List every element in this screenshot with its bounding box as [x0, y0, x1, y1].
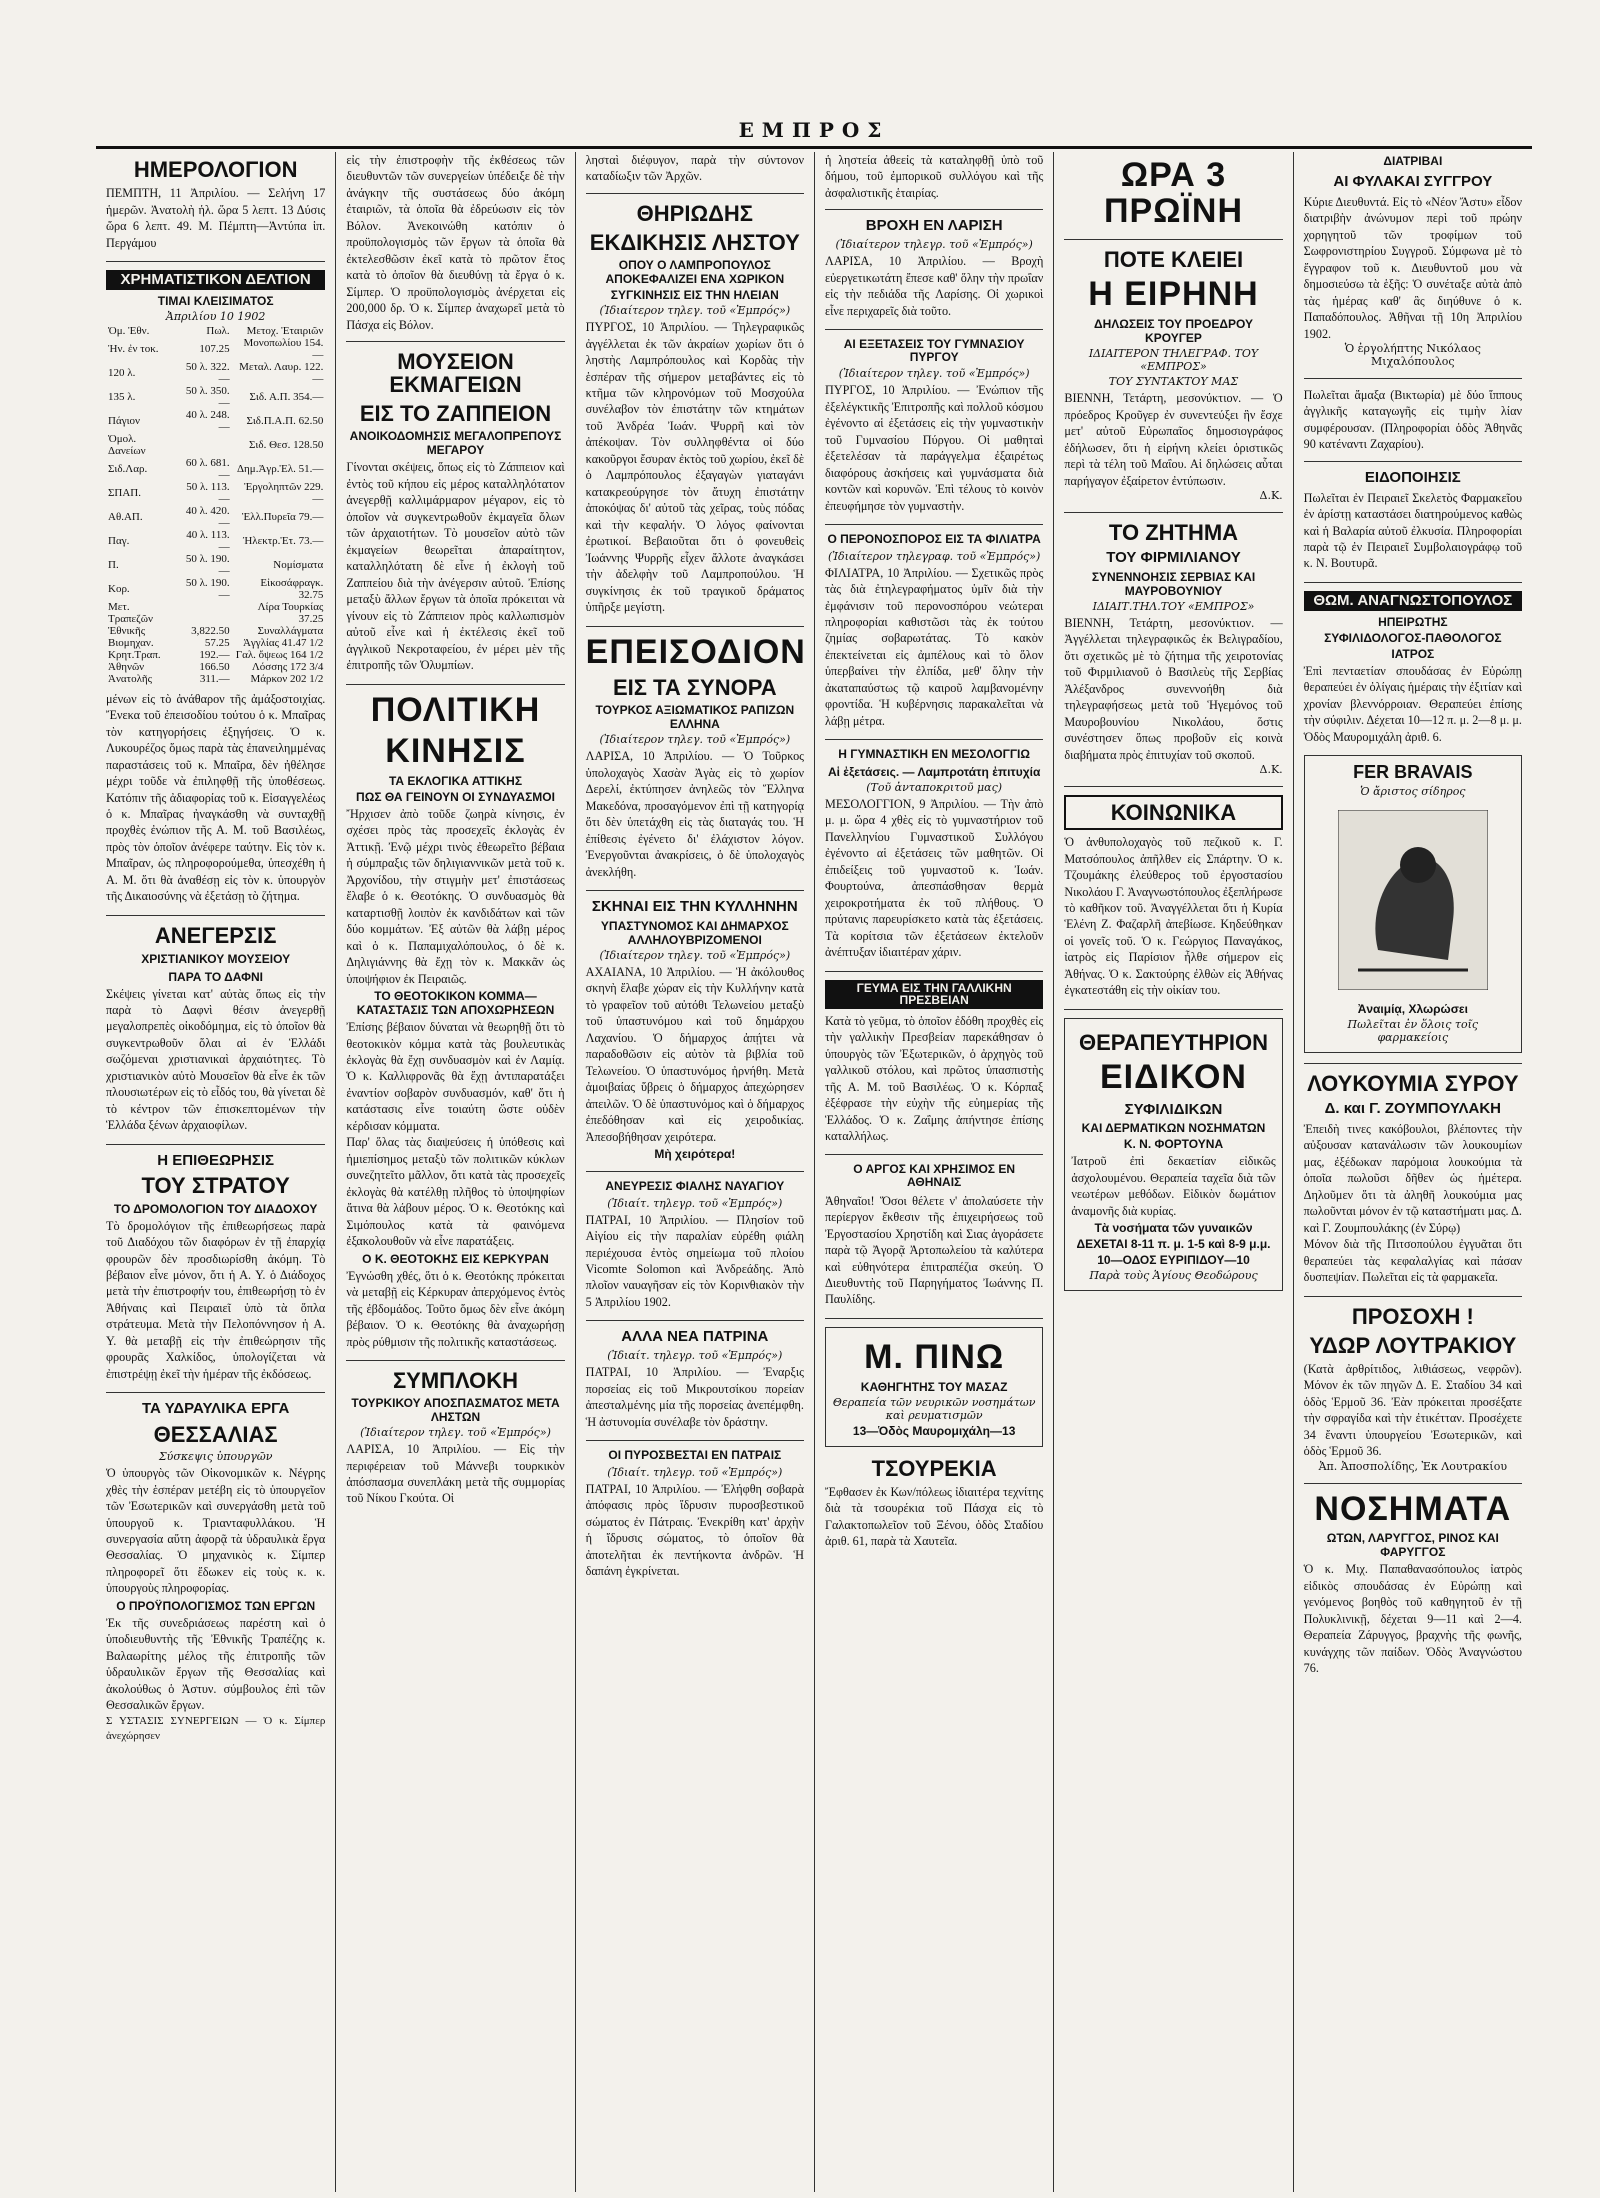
finance-cell: Π.	[108, 558, 119, 571]
fer-bravais-ad	[1304, 755, 1522, 1053]
finance-subtitle: ΤΙΜΑΙ ΚΛΕΙΣΙΜΑΤΟΣ	[157, 293, 274, 308]
pino-address: 13—Ὁδὸς Μαυρομιχάλη—13	[852, 1423, 1016, 1438]
divider	[586, 1320, 804, 1321]
finance-cell: Ἐργοληπτῶν 229.—	[244, 480, 324, 505]
peace-signature: Δ.Κ.	[1259, 488, 1283, 502]
prison-signature: Ὁ ἐργολήπτης Νικόλαος Μιχαλόπουλος	[1344, 341, 1481, 368]
finance-row	[106, 529, 325, 553]
divider	[586, 890, 804, 891]
works-title: ΤΑ ΥΔΡΑΥΛΙΚΑ ΕΡΓΑ	[141, 1400, 290, 1418]
therapy-ad	[1064, 1018, 1282, 1291]
kerkyra-subtitle: Ο Κ. ΘΕΟΤΟΚΗΣ ΕΙΣ ΚΕΡΚΥΡΑΝ	[362, 1251, 549, 1266]
meso-body: ΜΕΣΟΛΟΓΓΙΟΝ, 9 Ἀπριλίου. — Τὴν ἀπὸ μ. μ. ὥρα 4 χθὲς εἰς τὸ γυμναστήριον τοῦ Πανελληνίου Γυμναστικοῦ Συλλόγου ἐγένοντο αἱ ἐξετάσεις τῶν μαθητῶν. Οἱ ἐπιδείξεις τοῦ γυμναστοῦ κ. Ἰωάν. Φουρτούνα, ἀπεσπάσθησαν θερμὰ χειροκροτήματα ἐκ τοῦ πλήθους. Ὁ πρύτανις παρευρίσκετο κατὰ τὰς ἐξετάσεις. Τὰ κορίτσια τῶν ἐξετάσεων ἐκτελοῦν ἀνέπτυξαν ἰδιαιτέραν χάριν.	[824, 796, 1044, 960]
works-subtitle: Σύσκεψις ὑπουργῶν	[158, 1450, 273, 1464]
divider	[1304, 1063, 1522, 1064]
fer-bravais-illustration	[1311, 800, 1515, 1000]
kyllini-section	[586, 899, 804, 1161]
calendar-section	[106, 158, 325, 251]
bandit-subtitle: ΟΠΟΥ Ο ΛΑΜΠΡΟΠΟΥΛΟΣ ΑΠΟΚΕΦΑΛΙΖΕΙ ΕΝΑ ΧΩΡΙΚΟΝ	[605, 258, 785, 287]
col2-top-body: εἰς τὴν ἐπιστροφὴν τῆς ἐκθέσεως τῶν διευθυντῶν τῶν συνεργείων ὑπέδειξε δὲ τὴν ἀνάγκην τῆς συστάσεως δύο ἀκόμη ἐταιριῶν, τὰ ὁποῖα θὰ ἐδρεύωσιν εἰς τὸν Βόλον. Ἀνεκοινώθη κατόπιν ὁ προϋπολογισμὸς τῶν ἔργων τὰ ὁποῖα θὰ ἐκτελεσθῶσιν ἐκεῖ κατὰ τὸ πρῶτον ἔτος κατὰ τὸ ὁποῖον θὰ διευθύνῃ τὰ ἔργα ὁ κ. Σίμπερ. Ὁ προϋπολογισμὸς ἀνέρχεται εἰς 200,000 δρ. Ὁ κ. Σίμπερ ἀναχωρεῖ μετὰ τὸ Πάσχα εἰς Βόλον.	[346, 153, 565, 332]
border-section	[585, 632, 806, 881]
patrina-body: ΠΑΤΡΑΙ, 10 Ἀπριλίου. — Ἐναρξις πορσείας εἰς τοῦ Μικρουτσίκου πορείαν ἀπεσταλμένης μία τῆς πορσείας ἀνεπέμφθη. Ἡ ἀστυνομία συνέλαβε τὸν δράστην.	[585, 1365, 804, 1429]
exam-body: ΠΥΡΓΟΣ, 10 Ἀπριλίου. — Ἐνώπιον τῆς ἐξελέγκτικῆς Ἐπιτροπῆς καὶ πολλοῦ κόσμου ἐγένοντο αἱ ἐξετάσεις εἰς τὴν γυμναστικὴν τοῦ Γυμνασίου Πύργου. Οἱ μαθηταὶ ἐξετελέσαν τὰ παράγγελμα ἐξαιρέτως διαφόρους ἀσκήσεις καὶ γυμνάσματα διὰ κοντῶν καὶ κορυνῶν. Ἐπὶ τέλους τὸ κοινὸν ἐπευφήμησε τὸν γυμναστὴν.	[824, 383, 1044, 513]
finance-row	[106, 601, 325, 625]
finance-cell: Μάρκον 202 1/2	[250, 672, 324, 685]
finance-cell: Ἀγγλίας 41.47 1/2	[242, 636, 324, 649]
doctors-header: ΔΙΑΤΡΙΒΑΙ	[1383, 154, 1443, 168]
therapy-subtitle-2: ΚΑΙ ΔΕΡΜΑΤΙΚΩΝ ΝΟΣΗΜΑΤΩΝ	[1081, 1121, 1266, 1136]
pino-subtitle: ΚΑΘΗΓΗΤΗΣ ΤΟΥ ΜΑΣΑΖ	[860, 1379, 1008, 1394]
column-4	[814, 152, 1053, 2192]
disease-section	[1303, 1489, 1522, 1677]
finance-row	[106, 661, 325, 673]
divider	[825, 209, 1043, 210]
plot-dateline: (Ἰδιαίτερον τηλεγ. τοῦ «Ἐμπρός»)	[360, 1426, 551, 1440]
embassy-body: Κατὰ τὸ γεῦμα, τὸ ὁποῖον ἐδόθη προχθὲς εἰς τὴν γαλλικὴν Πρεσβείαν παρεκάθησαν ὁ ὑπουργὸς τῶν Ἐξωτερικῶν, ὁ ἀρχηγὸς τοῦ γαλλικοῦ στόλου, καὶ πρῶτος ὑπασπιστὴς τῆς Α. Μ. τοῦ Βασιλέως. Ὁ κ. Κόρπαξ ἐξέφρασε τὴν εὐχὴν τῆς εὐημερίας τῆς Ἑλλάδος. Ὁ κ. Ζαΐμης ἀπήντησε ἐπίσης καταλλήλως.	[824, 1013, 1044, 1143]
social-section	[1064, 795, 1282, 999]
doctor-body: Ἐπὶ πενταετίαν σπουδάσας ἐν Εὐρώπῃ θεραπεύει ἐν ὀλίγαις ἡμέραις τὴν ἐξιτίαν καὶ χρονίαν βλεννόρροιαν. Θεραπεύει ἐπίσης τὴν σύφιλιν. Δέχεται 10—12 π. μ. 2—8 μ. μ. Ὁδὸς Μαυρομιχάλη ἀριθ. 6.	[1303, 663, 1522, 744]
rain-title: ΒΡΟΧΗ ΕΝ ΛΑΡΙΣΗ	[865, 217, 1003, 235]
finance-cell: 40 λ. 248.—	[185, 408, 230, 433]
finance-row	[106, 325, 325, 337]
finance-cell: Εἰκοσάφραγκ. 32.75	[260, 576, 324, 601]
doctor-specialty: ΣΥΦΙΛΙΔΟΛΟΓΟΣ-ΠΑΘΟΛΟΓΟΣ	[1324, 630, 1502, 645]
firmilian-title: ΤΟ ΖΗΤΗΜΑ	[1108, 519, 1239, 545]
filiatra-dateline: (Ἰδιαίτερον τηλεγραφ. τοῦ «Ἐμπρός»)	[827, 549, 1041, 563]
army-body: Τὸ δρομολόγιον τῆς ἐπιθεωρήσεως παρὰ τοῦ Διαδόχου τῶν διαφόρων ἐν τῇ ἐπαρχίᾳ φρουρῶν δὲν προσδιωρίσθη ἀκόμη. Τὸ βέβαιον εἶνε μόνον, ὅτι ἡ Α. Υ. ὁ Διάδοχος μετὰ τὴν ἐπιστροφήν του, ἐπιθεωρήσῃ τὸ ἐν Ἀθήναις καὶ Πειραιεῖ ὑπὸ τὰ ὅπλα στράτευμα. Μετὰ τὴν Πελοπόννησον ἡ Α. Υ. θὰ μεταβῇ εἰς τὴν ἐπιθεώρησιν τῆς φρουρᾶς Χαλκίδος, ὑπολογίζεται νὰ ἐπιστρέψῃ ἐκεῖ τὴν ἡμέραν τῆς ἐκδόσεως.	[106, 1218, 326, 1381]
finance-cell: Ὀμ. Ἐθν.	[108, 324, 150, 337]
politics-subtitle-2: ΠΩΣ ΘΑ ΓΕΙΝΟΥΝ ΟΙ ΣΥΝΔΥΑΣΜΟΙ	[356, 789, 555, 804]
rain-body: ΛΑΡΙΣΑ, 10 Ἀπριλίου. — Βροχὴ εὐεργετικωτάτη ἔπεσε καθ' ὅλην τὴν πρωΐαν εἰς τὴν πεδιάδα τῆς Λαρίσης. Οἱ χωρικοὶ εἶνε περιχαρεῖς διὰ τοῦτο.	[824, 254, 1044, 318]
patrina-section	[586, 1329, 804, 1430]
columns	[96, 152, 1532, 2192]
water-section	[1304, 1305, 1522, 1473]
sweets-title: ΛΟΥΚΟΥΜΙΑ ΣΥΡΟΥ	[1307, 1071, 1519, 1097]
sweets-section	[1304, 1072, 1522, 1286]
finance-cell: Κρητ.Τραπ.	[108, 648, 161, 661]
finance-cell	[176, 433, 232, 457]
divider	[825, 524, 1043, 525]
border-subtitle: ΤΟΥΡΚΟΣ ΑΞΙΩΜΑΤΙΚΟΣ ΡΑΠΙΖΩΝ ΕΛΛΗΝΑ	[595, 703, 795, 732]
therapy-body: Ἰατροῦ ἐπὶ δεκαετίαν εἰδικῶς ἀσχολουμένου. Θεραπεία ταχεῖα διὰ τῶν νεωτέρων μεθόδων. Εἰδικὸν δωμάτιον ἀναμονῆς διὰ κυρίας.	[1071, 1154, 1276, 1218]
therapy-subtitle: ΣΥΦΙΛΙΔΙΚΩΝ	[1124, 1100, 1223, 1118]
meso-dateline: (Τοῦ ἀνταποκριτοῦ μας)	[866, 780, 1003, 794]
casts-section	[346, 350, 564, 673]
peace-subtitle: ΔΗΛΩΣΕΙΣ ΤΟΥ ΠΡΟΕΔΡΟΥ ΚΡΟΥΓΕΡ	[1093, 317, 1254, 346]
finance-cell: Πάγιον	[108, 414, 141, 427]
kerkyra-body: Ἐγνώσθη χθές, ὅτι ὁ κ. Θεοτόκης πρόκειται νὰ μεταβῇ εἰς Κέρκυραν ἀπερχόμενος ἐντὸς τῆς ἐβδομάδος. Τοῦτο ὅμως δὲν εἶνε ἀκόμη βέβαιον. Ὁ κ. Θεοτόκης θὰ ἀναχωρήσῃ πρὸς ρύθμισιν τῆς πολιτικῆς καταστάσεως.	[346, 1268, 565, 1349]
divider	[1064, 1009, 1282, 1010]
wreck-title: ΑΝΕΥΡΕΣΙΣ ΦΙΑΛΗΣ ΝΑΥΑΓΙΟΥ	[605, 1179, 785, 1193]
finance-cell: 57.25	[204, 636, 230, 649]
divider	[825, 1318, 1043, 1319]
plot-subtitle: ΤΟΥΡΚΙΚΟΥ ΑΠΟΣΠΑΣΜΑΤΟΣ ΜΕΤΑ ΛΗΣΤΩΝ	[351, 1396, 560, 1425]
column-5	[1053, 152, 1292, 2192]
meso-section	[825, 748, 1043, 960]
works-section	[106, 1401, 325, 1743]
plot-body: ΛΑΡΙΣΑ, 10 Ἀπριλίου. — Εἰς τὴν περιφέρειαν τοῦ Μάννεβι τουρκικὸν ἀπόσπασμα συνεπλάκη μετὰ τῆς συμμορίας τοῦ Νίκου Γκούτα. Οἱ	[346, 1442, 565, 1506]
water-title: ΥΔΩΡ ΛΟΥΤΡΑΚΙΟΥ	[1309, 1332, 1517, 1358]
finance-row	[106, 337, 325, 361]
divider	[586, 1171, 804, 1172]
peace-dateline-2: ΤΟΥ ΣΥΝΤΑΚΤΟΥ ΜΑΣ	[1108, 375, 1239, 389]
column-3	[575, 152, 814, 2192]
notice-body: Πωλεῖται ἐν Πειραιεῖ Σκελετὸς Φαρμακεῖου ἐν ἀρίστῃ καταστάσει διατηρούμενος καθὼς καὶ ἡ Βαλαρία αὐτοῦ ἐλκυσία. Πληροφορίαι παρὰ τῷ ἐν Πειραιεῖ Συμβολαιογράφῳ τοῦ κ. Ν. Βουτυρᾶ.	[1303, 490, 1522, 571]
exam-section	[825, 338, 1043, 514]
disease-subtitle: ΩΤΩΝ, ΛΑΡΥΓΓΟΣ, ΡΙΝΟΣ ΚΑΙ ΦΑΡΥΓΓΟΣ	[1326, 1531, 1499, 1560]
politics-subtitle: ΤΑ ΕΚΛΟΓΙΚΑ ΑΤΤΙΚΗΣ	[388, 773, 523, 788]
divider	[1064, 786, 1282, 787]
finance-row	[106, 637, 325, 649]
divider	[1304, 461, 1522, 462]
finance-row	[106, 409, 325, 433]
peace-dateline: ΙΔΙΑΙΤΕΡΟΝ ΤΗΛΕΓΡΑΦ. ΤΟΥ «ΕΜΠΡΟΣ»	[1088, 347, 1259, 374]
notice-title: ΕΙΔΟΠΟΙΗΣΙΣ	[1364, 468, 1461, 486]
tsourekia-section	[825, 1457, 1043, 1550]
finance-cell: 311.—	[199, 672, 230, 685]
divider	[825, 329, 1043, 330]
finance-cell: Ἠλεκτρ.Ἐτ. 73.—	[242, 534, 324, 547]
border-title: ΕΠΕΙΣΟΔΙΟΝ	[585, 632, 806, 671]
divider	[106, 1392, 325, 1393]
finance-row	[106, 577, 325, 601]
divider	[825, 1154, 1043, 1155]
finance-cell: Ἠν. ἐν τοκ.	[108, 342, 159, 355]
filiatra-section	[825, 533, 1043, 729]
finance-cell: 50 λ. 190.—	[185, 576, 230, 601]
therapy-hours: ΔΕΧΕΤΑΙ 8-11 π. μ. 1-5 καὶ 8-9 μ.μ.	[1076, 1237, 1271, 1252]
tsourekia-title: ΤΣΟΥΡΕΚΙΑ	[871, 1455, 997, 1481]
water-body: (Κατὰ ἀρθρίτιδος, λιθιάσεως, νεφρῶν). Μόνον ἐκ τῶν πηγῶν Δ. Ε. Σταδίου 34 καὶ ὁδὸς Ἑρμοῦ 36. Ἐὰν πρόκειται προσέξατε τὴν σφραγίδα καὶ τὴν ἐτικέτταν. Προσέχετε 34 ἔναντι ὑπουργείου Ἐσωτερικῶν, καὶ ὁδὸς Ἑρμοῦ 36.	[1303, 1361, 1522, 1459]
doctor-name: ΘΩΜ. ΑΝΑΓΝΩΣΤΟΠΟΥΛΟΣ	[1304, 591, 1522, 611]
disease-title: ΝΟΣΗΜΑΤΑ	[1314, 1489, 1512, 1528]
kyllini-body: ΑΧΑΙΑΝΑ, 10 Ἀπριλίου. — Ἡ ἀκόλουθος σκηνὴ ἔλαβε χώραν εἰς τὴν Κυλλήνην κατὰ τὸ γραφεῖον τοῦ αὐτόθι Τελωνείου μεταξὺ τοῦ ὑπαστυνόμου καὶ τοῦ δημάρχου Λαχανίου. Ὁ δήμαρχος ἀπῄτει νὰ παραδοθῶσιν εἰς αὐτὸν τὰ βιβλία τοῦ Τελωνείου. Ὁ ὑπαστυνόμος ἠρνήθη. Μετὰ ἀμοιβαίας ὕβρεις ὁ δήμαρχος ἀπεχώρησεν ἀπειλῶν. Ὁ δὲ ὑπαστυνόμος καὶ ὁ δήμαρχος ἐπεδόθησαν καὶ εἰς χειροδικίας. Ἀπεσοβήθησαν χειρότερα.	[585, 964, 804, 1144]
wreck-body: ΠΑΤΡΑΙ, 10 Ἀπριλίου. — Πλησίον τοῦ Αἰγίου εἰς τὴν παραλίαν εὑρέθη φιάλη περιέχουσα ἐντὸς σημείωμα τοῦ πλοίου Vicomte Solomon καὶ Ἀνδρεάδης. Ἀπὸ πλοῖον ναυαγῆσαν εἰς τὸν Κορινθιακὸν τὴν 5 Ἀπριλίου 1902.	[585, 1212, 804, 1309]
patrina-dateline: (Ἰδιαίτ. τηλεγρ. τοῦ «Ἐμπρός»)	[607, 1349, 783, 1363]
border-title-2: ΕΙΣ ΤΑ ΣΥΝΟΡΑ	[612, 675, 777, 701]
finance-cell: Ἀνατολῆς	[108, 672, 153, 685]
divider	[1304, 378, 1522, 379]
politics-title: ΠΟΛΙΤΙΚΗ	[370, 690, 541, 729]
calendar-title: ΗΜΕΡΟΛΟΓΙΟΝ	[133, 157, 298, 182]
finance-cell: 40 λ. 420.—	[185, 504, 230, 529]
masthead-title: ΕΜΠΡΟΣ	[738, 118, 890, 142]
divider	[106, 261, 325, 262]
casts-body: Γίνονται σκέψεις, ὅπως εἰς τὸ Ζάππειον καὶ ἐντὸς τοῦ κήπου εἰς μέρος καταλληλότατον ἀνεγερθῇ καλλιμάρμαρον μέγαρον, εἰς τὸ ὁποῖον νὰ συγκεντρωθοῦν ἐκμαγεῖα ὅλων τῶν ἀρχαιοτήτων. Τὸ μουσεῖον αὐτὸ τῶν ἐκμαγείων θεωρεῖται ἀπαραίτητον, καταλληλότατη δὲ εἶνε ἡ ἐκλογὴ τοῦ Ζαππείου διὰ τὴν ἀνέγερσιν αὐτοῦ. Ἐπίσης μεταξὺ ἄλλων ἔργων τὰ ὁποῖα πρόκειται νὰ γίνουν εἰς τὸ Ζάππειον πρὸς καλλωπισμὸν αὐτοῦ εἶνε καὶ ἡ ἐκτέλεσις ἐκεῖ τοῦ ἀγγλικοῦ Νεκροταφείου, ἐν μέρει μὲν τῆς ἐπιτροπῆς τῶν Ὀλυμπίων.	[346, 460, 565, 673]
finance-cell: Πωλ.	[206, 324, 230, 337]
firmilian-subtitle: ΣΥΝΕΝΝΟΗΣΙΣ ΣΕΡΒΙΑΣ ΚΑΙ ΜΑΥΡΟΒΟΥΝΙΟΥ	[1091, 569, 1256, 598]
col3-top-body: λησταὶ διέφυγον, παρὰ τὴν σύντονον καταδίωξιν τῶν Ἀρχῶν.	[585, 153, 804, 184]
silver-body: Ἀθηναῖοι! Ὅσοι θέλετε ν' ἀπολαύσετε τὴν περίεργον ἔκθεσιν τῆς ἐπιχειρήσεως τοῦ Ἐργοστασίου Χρηστίδη καὶ Σιας ἀγοράσετε παρὰ τῷ Ἀγορᾷ Ἀρτοπωλείου τὰ καλύτερα καὶ εὐθηνότερα ἐπιτραπέζια σκεύη. Ὁ Διευθυντὴς τοῦ Παρηγήματος Ἰωάννης Π. Παυλίδης.	[824, 1193, 1044, 1307]
army-title: Η ΕΠΙΘΕΩΡΗΣΙΣ	[157, 1151, 275, 1169]
therapy-title: ΘΕΡΑΠΕΥΤΗΡΙΟΝ	[1078, 1029, 1269, 1055]
divider	[825, 739, 1043, 740]
divider	[1304, 1483, 1522, 1484]
bandit-title: ΘΗΡΙΩΔΗΣ	[636, 200, 753, 226]
social-body: Ὁ ἀνθυπολοχαγὸς τοῦ πεζικοῦ κ. Γ. Ματσόπουλος ἀπῆλθεν εἰς Σπάρτην. Ὁ κ. Τζουμάκης ἐλεύθερος τοῦ ἐργοστασίου Νικολάου Γ. Ἀναγνωστόπουλος ἐξεπλήρωσε τὸ καθῆκον τοῦ. Ἀναγγέλλεται ὅτι ἡ Κυρία Ἑλένη Ζ. Φαζαρλῆ ἀπεβίωσε. Κηδεύθηκαν οἱ γονεῖς τοῦ. Ὁ κ. Γεώργιος Παναγάκος, ἰατρὸς εἰς Παρίσιον ἦλθε σήμερον εἰς Ἀθήνας. Ὁ κ. Σακτούρης ἐλθὼν εἰς Ἀθήνας ἐγκατεστάθη εἰς τὴν οἰκίαν του.	[1064, 835, 1283, 998]
attention-title: ΠΡΟΣΟΧΗ !	[1351, 1303, 1474, 1329]
masthead	[96, 118, 1532, 149]
silver-title: Ο ΑΡΓΟΣ ΚΑΙ ΧΡΗΣΙΜΟΣ ΕΝ ΑΘΗΝΑΙΣ	[853, 1162, 1016, 1190]
therapy-address-2: Παρὰ τοὺς Ἁγίους Θεοδώρους	[1089, 1269, 1258, 1283]
bandit-dateline: (Ἰδιαίτερον τηλεγ. τοῦ «Ἐμπρός»)	[599, 304, 791, 318]
doctor-role: ΙΑΤΡΟΣ	[1391, 646, 1435, 661]
finance-cell: 120 λ.	[108, 366, 136, 379]
finance-cell: 3,822.50	[191, 624, 230, 637]
finance-cell: Λίρα Τουρκίας 37.25	[257, 600, 324, 625]
finance-cell: 50 λ. 190.—	[185, 552, 230, 577]
finance-cell: Κορ.	[108, 582, 130, 595]
finance-title: ΧΡΗΜΑΤΙΣΤΙΚΟΝ ΔΕΛΤΙΟΝ	[106, 270, 325, 290]
column-6	[1293, 152, 1532, 2192]
embassy-section	[825, 980, 1043, 1145]
finance-cell: Αθ.ΑΠ.	[108, 510, 143, 523]
disease-body: Ὁ κ. Μιχ. Παπαθανασόπουλος ἰατρὸς εἰδικὸς σπουδάσας ἐν Εὐρώπῃ καὶ γενόμενος βοηθὸς τοῦ καθηγητοῦ ἐν τῇ Πολυκλινικῇ, δέχεται 9—11 καὶ 2—4. Θεραπεία Ζάρυγγος, βραχνὴς τῆς φωνῆς, κυνάγχης τῶν παίδων. Ὁδὸς Ἀναγνώστου 76.	[1303, 1562, 1522, 1676]
divider	[825, 971, 1043, 972]
rain-section	[825, 218, 1043, 319]
finance-cell: Μετοχ. Ἐταιριῶν	[246, 324, 324, 337]
works-footer: Σ ΥΣΤΑΣΙΣ ΣΥΝΕΡΓΕΙΩΝ — Ὁ κ. Σίμπερ ἀνεχώρησεν	[106, 1714, 326, 1742]
silver-section	[825, 1163, 1043, 1307]
army-section	[106, 1153, 325, 1383]
divider	[586, 1440, 804, 1441]
hour-title: ΩΡΑ 3 ΠΡΩΪΝΗ	[1103, 156, 1244, 230]
kyllini-dateline: (Ἰδιαίτερον τηλεγ. τοῦ «Ἐμπρός»)	[599, 948, 791, 962]
finance-cell: 40 λ. 113.—	[186, 528, 230, 553]
finance-cell: 50 λ. 322.—	[185, 360, 230, 385]
finance-cell: Νομίσματα	[273, 558, 324, 571]
divider	[1304, 1296, 1522, 1297]
museum-body: Σκέψεις γίνεται κατ' αὐτὰς ὅπως εἰς τὴν παρὰ τὸ Δαφνὶ θέσιν ἀνεγερθῇ μεγαλοπρεπὲς οἰκοδόμημα, εἰς τὸ ὁποῖον θὰ συγκεντρωθοῦν ὅλαι αἱ ἐν Ἑλλάδι σωζόμεναι χριστιανικαὶ ἀρχαιότητες. Τὸ χριστιανικὸν αὐτὸ Μουσεῖον θὰ εἶνε ἐκ τῶν πλουσιωτέρων εἰς τὸ εἶδός του, θὰ γίνεται δὲ τὸ κέντρον τῶν ἐπισκεπτομένων τὴν Ἑλλάδα ξένων ἀρχαιοφίλων.	[106, 986, 326, 1133]
notice-section	[1304, 470, 1522, 572]
prison-body: Κύριε Διευθυντά. Εἰς τὸ «Νέον Ἄστυ» εἶδον διατριβὴν ἀνώνυμον περὶ τοῦ πρώην χορηγητοῦ τῶν τροφίμων τοῦ Σωφρονιστηρίου Συγγροῦ. Σύμφωνα μὲ τὸ ἔγγραφον τοῦ κ. Διευθυντοῦ μου νὰ δημοσιεύσω τὰ ἑξῆς: Ὁ συνέταξε αὐτὰ ἀπὸ τὰς ἡμέρας καθ' ἃς διηύθυνε ὁ κ. Παπαδόπουλος. Ἀθῆναι τῇ 10η Ἀπριλίου 1902.	[1303, 194, 1522, 341]
finance-row	[106, 433, 325, 457]
calendar-text: ΠΕΜΠΤΗ, 11 Ἀπριλίου. — Σελήνη 17 ἡμερῶν. Ἀνατολὴ ἡλ. ὥρα 5 λεπτ. 13 Δύσις ὥρα 6 λεπτ. 49. Μ. Πέμπτη—Ἀντύπα ἱπ. Περγάμου	[106, 186, 326, 250]
therapy-address: 10—ΟΔΟΣ ΕΥΡΙΠΙΔΟΥ—10	[1097, 1253, 1250, 1268]
water-signature: Ἀπ. Ἀποσπολίδης, Ἐκ Λουτρακίου	[1318, 1459, 1508, 1473]
army-subtitle: ΤΟ ΔΡΟΜΟΛΟΓΙΟΝ ΤΟΥ ΔΙΑΔΟΧΟΥ	[113, 1201, 318, 1216]
army-title-2: ΤΟΥ ΣΤΡΑΤΟΥ	[141, 1173, 290, 1199]
finance-row	[106, 505, 325, 529]
kyllini-title: ΣΚΗΝΑΙ ΕΙΣ ΤΗΝ ΚΥΛΛΗΝΗΝ	[591, 898, 798, 916]
politics-title-2: ΚΙΝΗΣΙΣ	[385, 732, 526, 771]
finance-cell	[176, 601, 232, 625]
finance-cell: Βιομηχαν.	[108, 636, 154, 649]
doctor-section	[1304, 591, 1522, 745]
prison-title: ΑΙ ΦΥΛΑΚΑΙ ΣΥΓΓΡΟΥ	[1333, 173, 1493, 190]
finance-cell: Ἐθνικῆς	[108, 624, 146, 637]
firmilian-dateline: ΙΔΙΑΙΤ.ΤΗΛ.ΤΟΥ «ΕΜΠΡΟΣ»	[1092, 599, 1255, 613]
finance-cell: Ἑλλ.Πυρεῖα 79.—	[241, 510, 324, 523]
finance-table	[106, 325, 325, 685]
exam-dateline: (Ἰδιαίτερον τηλεγ. τοῦ «Ἐμπρός»)	[838, 367, 1030, 381]
patrina-title: ΑΛΛΑ ΝΕΑ ΠΑΤΡΙΝΑ	[621, 1328, 769, 1346]
sweets-names: Δ. και Γ. ΖΟΥΜΠΟΥΛΑΚΗ	[1324, 1100, 1502, 1118]
party-body: Ἐπίσης βέβαιον δύναται νὰ θεωρηθῇ ὅτι τὸ θεοτοκικὸν κόμμα κατὰ τὰς βουλευτικὰς ἐκλογὰς θὰ ἔχῃ συνδυασμὸν καὶ ἐν Λαμίᾳ. Ὁ κ. Καλλιφρονᾶς θὰ ἔχῃ ἀντιπαρατάξει ἐναντίον σοβαρὸν συνδυασμόν, καθ' ὅτι ἡ κατάστασις εἶνε τοιαύτη ὥστε οὐδὲν κέρδισαν κόμματα.	[346, 1020, 565, 1133]
finance-cell: Ὀμολ. Δανείων	[108, 432, 146, 457]
finance-cell: Λόσσης 172 3/4	[251, 660, 324, 673]
peace-title: ΠΟΤΕ ΚΛΕΙΕΙ	[1103, 247, 1244, 273]
divider	[1064, 239, 1282, 240]
meso-subtitle: Αἱ ἐξετάσεις. — Λαμπροτάτη ἐπιτυχία	[827, 764, 1041, 779]
column-1	[96, 152, 335, 2192]
firmilian-body: ΒΙΕΝΝΗ, Τετάρτη, μεσονύκτιον. — Ἀγγέλλεται τηλεγραφικῶς ἐκ Βελιγραδίου, ὅτι σχετικῶς μὲ τὸ ζήτημα τῆς χειροτονίας τοῦ Φιρμιλιανοῦ ὁ Βασιλεὺς τῆς Σερβίας Ἀλέξανδρος συνεννοήθη διὰ τηλεγραφήσεως μετὰ τοῦ Ἡγεμόνος τοῦ Μαυροβουνίου Νικολάου, ὅστις συνέστησεν ὅπως προβοῦν εἰς κοινὰ διαβήματα πρὸς ἐπιτυχίαν τοῦ σκοποῦ.	[1064, 615, 1283, 762]
social-title: ΚΟΙΝΩΝΙΚΑ	[1064, 795, 1282, 830]
finance-body: μένων εἰς τὸ ἀνάθαρον τῆς ἀμάξοστοιχίας. Ἔνεκα τοῦ ἐπεισοδίου τούτου ὁ κ. Μπαῖρας τὸν κατηγορήσεις ἐξηγήσεις. Ὁ κ. Λυκουρέζος ὅμως παρὰ τὰς ἐπανειλημμένας παραστάσεις τοῦ κ. Μπαῖρα, δὲν ἠθέλησε μέχρι τοῦδε νὰ ἐπιληφθῇ τῆς ὑποθέσεως. Κατόπιν τῆς ἀδιαφορίας τοῦ κ. Εἰσαγγελέως ὁ κ. Μπαῖρας ἠναγκάσθη νὰ συνταχθῇ προχθὲς ἐνώπιον τῆς Α. Μ. τοῦ Βασιλέως, πρὸς τὸν ὁποῖον ἀνέφερε ταύτην. Εἰς τὸν κ. Μπαῖραν, ὡς πληροφορούμεθα, ὑπεσχέθη ἡ Α. Μ. ὅτι θὰ ἀναθέσῃ εἰς τὸν κ. ὑπουργὸν τῆς Δικαιοσύνης νὰ ἐξετάσῃ τὸ ζήτημα.	[106, 691, 326, 904]
finance-row	[106, 481, 325, 505]
bandit-body: ΠΥΡΓΟΣ, 10 Ἀπριλίου. — Τηλεγραφικῶς ἀγγέλλεται ἐκ τῶν ἀκραίων χωρίων ὅτι ὁ ληστὴς Λαμπρόπουλος καὶ Κορδὰς τὴν ἑσπέραν τῆς σήμερον μεταβάντες εἰς τὸ κτῆμα τῶν κληρονόμων τοῦ Μοσχούλα συνέλαβον τὸν ἐπιστάτην τῶν κτημάτων τοῦ Ἀνδρέα Ἰωάν. Ψυρρῆ καὶ τὸν ἀπέκοψαν. Τὸν συλληφθέντα οἱ δύο κακοῦργοι ἔσυραν ἐκτὸς τοῦ χωρίου, ἐκεῖ δὲ ὁ Λαμπρόπουλος ἐξαγαγὼν γιαταγάνι κατακρεούργησε τὸν ἄτυχη ἐπιστάτην ἀποκόψας δι' αὐτοῦ τὰς χεῖρας, τοὺς πόδας καὶ τὴν κεφαλήν. Ὁ λόγος φαίνονται ἐρωτικοί. Βεβαιοῦται ὅτι ὁ φονευθεὶς Ἰωάννης Ψυρρῆς εἶχεν ἄλλοτε ἀναγκάσει τὴν ἀδελφὴν τοῦ Λαμπροπούλου. Ἡ συγκίνησις ἐκ τοῦ τραγικοῦ δράματος ὑπῆρξε μεγίστη.	[585, 320, 804, 615]
finance-cell: 50 λ. 113.—	[186, 480, 230, 505]
wreck-dateline: (Ἰδιαίτ. τηλεγρ. τοῦ «Ἐμπρός»)	[607, 1196, 783, 1210]
sale-body: Πωλεῖται ἄμαξα (Βικτωρία) μὲ δύο ἵππους ἀγγλικῆς καταγωγῆς εἰς τιμὴν λίαν συμφέρουσαν. (Πληροφορίαι ὁδὸς Ἀθηνᾶς 90 κατέναντι Ζαχαρίου).	[1303, 387, 1522, 452]
works-title-2: ΘΕΣΣΑΛΙΑΣ	[153, 1422, 278, 1447]
fire-body: ΠΑΤΡΑΙ, 10 Ἀπριλίου. — Ἐλήφθη σοβαρὰ ἀπόφασις πρὸς ἵδρυσιν πυροσβεστικοῦ σώματος ἐν Πάτραις. Ἐνεκρίθη κατ' ἀρχὴν ἡ ἵδρυσις σώματος, τὸ ὁποῖον θὰ ἀποτελῆται ἐκ πεντήκοντα ἀνδρῶν. Ἡ δαπάνη ἐγκρίνεται.	[585, 1481, 804, 1578]
fer-bravais-subtitle: Ὁ ἄριστος σίδηρος	[1360, 785, 1466, 799]
filiatra-title: Ο ΠΕΡΟΝΟΣΠΟΡΟΣ ΕΙΣ ΤΑ ΦΙΛΙΑΤΡΑ	[827, 531, 1041, 546]
firmilian-signature: Δ.Κ.	[1259, 763, 1283, 777]
works-body: Ὁ ὑπουργὸς τῶν Οἰκονομικῶν κ. Νέγρης χθὲς τὴν ἑσπέραν μετέβη εἰς τὸ ὑπουργεῖον τῶν Ἐσωτερικῶν καὶ συνεργάσθη μετὰ τοῦ ὑπουργοῦ κ. Τριανταφυλλάκου. Ἡ συνεργασία αὕτη ἀφορᾷ τὰ ὑδραυλικὰ ἔργα Θεσσαλίας. Ὁ μηχανικὸς κ. Σίμπερ πληροφορεῖ ὅτι ἔδωκεν εἰς τοὺς κ. κ. ὑπουργοὺς πληροφορίας.	[106, 1466, 326, 1596]
casts-subtitle: ΑΝΟΙΚΟΔΟΜΗΣΙΣ ΜΕΓΑΛΟΠΡΕΠΟΥΣ ΜΕΓΑΡΟΥ	[349, 429, 562, 458]
pino-title: Μ. ΠΙΝΩ	[864, 1337, 1005, 1376]
works-subtitle-2: Ο ΠΡΟΫΠΟΛΟΓΙΣΜΟΣ ΤΩΝ ΕΡΓΩΝ	[116, 1598, 316, 1613]
finance-cell: Σιδ. Θεσ. 128.50	[249, 438, 324, 451]
divider	[586, 626, 804, 627]
rain-dateline: (Ἰδιαίτερον τηλεγρ. τοῦ «Ἐμπρός»)	[835, 238, 1033, 252]
embassy-title: ΓΕΥΜΑ ΕΙΣ ΤΗΝ ΓΑΛΛΙΚΗΝ ΠΡΕΣΒΕΙΑΝ	[825, 980, 1043, 1009]
fer-bravais-footer: Πωλεῖται ἐν ὅλοις τοῖς φαρμακείοις	[1347, 1018, 1479, 1045]
works-body-2: Ἐκ τῆς συνεδριάσεως παρέστη καὶ ὁ ὑποδιευθυντὴς τῆς Ἐθνικῆς Τραπέζης κ. Βαλαωρίτης μέλος τῆς ἐπιτροπῆς τῶν ὑδραυλικῶν ἔργων τῆς Θεσσαλίας καὶ ἀκολούθως ὁ Ἀστυν. σύμβουλος ἐπὶ τῶν Θεσσαλικῶν ἔργων.	[106, 1615, 326, 1713]
finance-cell: ΣΠΑΠ.	[108, 486, 141, 499]
tsourekia-body: Ἔφθασεν ἐκ Κων/πόλεως ἰδιαιτέρα τεχνίτης διὰ τὰ τσουρέκια τοῦ Πάσχα εἰς τὸ Γαλακτοπωλεῖον τοῦ Ξένου, ὁδὸς Σταδίου ἀριθ. 61, παρὰ τὰ Χαυτεῖα.	[824, 1484, 1044, 1549]
pino-ad	[825, 1327, 1043, 1447]
finance-cell: Σιδ.Λαρ.	[108, 462, 148, 475]
plot-title: ΣΥΜΠΛΟΚΗ	[392, 1367, 519, 1393]
divider	[586, 193, 804, 194]
divider	[346, 341, 564, 342]
border-dateline: (Ἰδιαίτερον τηλεγ. τοῦ «Ἐμπρός»)	[599, 733, 791, 747]
finance-cell: Σιδ.Π.Α.Π. 62.50	[246, 414, 324, 427]
finance-row	[106, 649, 325, 661]
finance-cell: Συναλλάγματα	[257, 624, 324, 637]
finance-cell: Ἀθηνῶν	[108, 660, 145, 673]
finance-cell: Μεταλ. Λαυρ. 122.—	[239, 360, 324, 385]
finance-cell: 107.25	[199, 342, 230, 355]
therapy-women: Τὰ νοσήματα τῶν γυναικῶν	[1094, 1221, 1253, 1236]
finance-cell: 166.50	[199, 660, 230, 673]
finance-date: Ἀπριλίου 10 1902	[165, 309, 266, 323]
fer-bravais-brand: FER BRAVAIS	[1353, 762, 1473, 783]
finance-cell: 135 λ.	[108, 390, 136, 403]
finance-cell: Μονοπωλίου 154.—	[243, 336, 324, 361]
museum-subtitle: ΠΑΡΑ ΤΟ ΔΑΦΝΙ	[168, 969, 263, 984]
divider	[1304, 582, 1522, 583]
divider	[346, 1360, 564, 1361]
casts-title-2: ΕΙΣ ΤΟ ΖΑΠΠΕΙΟΝ	[359, 401, 552, 427]
party-body-2: Παρ' ὅλας τὰς διαψεύσεις ἡ ὑπόθεσις καὶ ἡμιεπίσημος μεταξὺ τῶν πολιτικῶν κύκλων συνεζητεῖτο μᾶλλον, ὅτι κατὰ τὰς προσεχεῖς ἐκλογὰς θὰ κατέλθῃ πλῆθος τὸ ὑποψηφίων ἄτινα θὰ λάβουν μέρος. Ὁ κ. Θεοτόκης καὶ Σιμόπουλος κατὰ τὰ φαινόμενα ἐξακολουθοῦν νὰ εἶνε παρατάξεις.	[346, 1135, 565, 1249]
bandit-section	[586, 202, 804, 616]
finance-row	[106, 385, 325, 409]
fire-dateline: (Ἰδιαίτ. τηλεγρ. τοῦ «Ἐμπρός»)	[607, 1465, 783, 1479]
prison-section	[1304, 174, 1522, 368]
column-2	[335, 152, 574, 2192]
hour-section	[1064, 158, 1282, 229]
wreck-section	[586, 1180, 804, 1310]
politics-body: Ἤρχισεν ἀπὸ τοῦδε ζωηρὰ κίνησις, ἐν σχέσει πρὸς τὰς προσεχεῖς ἐκλογὰς ἐν Ἀττικῇ. Ἐνῷ μέχρι τινὸς ἐθεωρεῖτο βέβαια ἡ σύμπραξις τῶν δηλιγιαννικῶν μετὰ τοῦ κ. Ἀρχονίδου, τὴν στιγμὴν μετ' ἐπιστάσεως ἔλαβε ὁ κ. Θεοτόκης. Ὁ συνδυασμὸς θὰ καταρτισθῇ λοιπὸν ἐκ κανδιδάτων καὶ τῶν δύο κομμάτων. Ἐξ αὐτῶν θὰ λάβῃ μέρος καὶ ὁ κ. Παπαμιχαλόπουλος, ὁ δὲ κ. Δηλιγιάννης θὰ ἔχῃ τὸν κ. Μακκᾶν ὡς ὑποψήφιον ἐκ Πειραιῶς.	[346, 806, 565, 986]
firmilian-title-2: ΤΟΥ ΦΙΡΜΙΛΙΑΝΟΥ	[1106, 549, 1241, 567]
filiatra-body: ΦΙΛΙΑΤΡΑ, 10 Ἀπριλίου. — Σχετικῶς πρὸς τὰς διὰ ἐτηλεγραφήματος ὑμῖν διὰ τὴν ἐμφάνισιν τοῦ περονοσπόρου νεώτεραι πληροφορίαι καθιστῶσι τὰς ἐκ τούτου ζημίας σοβαρωτάτας. Τὸ κακὸν ἐπεκτείνεται εἰς ἀμπέλους καὶ τὸ ὅλον ὑπερβαίνει τὴν ἐλπίδα, μεθ' ὅλην τὴν ἀκαταπαύστως τῷ καιροῦ λαμβανομένην φροντίδα. Ἡ κυβέρνησις παρακαλεῖται νὰ λάβῃ μέτρα.	[824, 565, 1044, 728]
meso-title: Η ΓΥΜΝΑΣΤΙΚΗ ΕΝ ΜΕΣΟΛΟΓΓΙΩ	[838, 747, 1030, 762]
lion-figure-icon	[1338, 810, 1488, 990]
col4-top-body: ἡ ληστεία ἀθεεἰς τὰ καταληφθῇ ὑπὸ τοῦ δήμου, τοῦ ἐμπορικοῦ συλλόγου καὶ τῆς ἀσφαλιστικῆς ἑταιρίας.	[824, 153, 1044, 200]
plot-section	[346, 1369, 564, 1507]
peace-body: ΒΙΕΝΝΗ, Τετάρτη, μεσονύκτιον. — Ὁ πρόεδρος Κροῦγερ ἐν συνεντεύξει ἣν ἔσχε μετ' αὐτοῦ Εὐρωπαῖος δημοσιογράφος ἐδήλωσεν, ὅτι ἡ εἰρήνη κλείει ὁριστικῶς περὶ τὰ τέλη τοῦ Μαΐου. Αἱ δηλώσεις αὗται παρήγαγον ἐξαίρετον ἐντύπωσιν.	[1064, 391, 1283, 488]
finance-row	[106, 361, 325, 385]
finance-section	[106, 270, 325, 905]
firmilian-section	[1064, 521, 1282, 776]
fire-section	[586, 1449, 804, 1579]
divider	[1064, 512, 1282, 513]
finance-cell: 50 λ. 350.—	[185, 384, 230, 409]
museum-title: ΑΝΕΓΕΡΣΙΣ	[154, 922, 277, 948]
finance-cell: 192.—	[199, 648, 230, 661]
casts-title: ΜΟΥΣΕΙΟΝ ΕΚΜΑΓΕΙΩΝ	[389, 349, 522, 398]
divider	[106, 915, 325, 916]
party-subtitle: ΤΟ ΘΕΟΤΟΚΙΚΟΝ ΚΟΜΜΑ—ΚΑΤΑΣΤΑΣΙΣ ΤΩΝ ΑΠΟΧΩΡΗΣΕΩΝ	[356, 989, 555, 1018]
museum-section	[106, 924, 325, 1134]
finance-row	[106, 553, 325, 577]
politics-section	[346, 690, 565, 1350]
doctor-place: ΗΠΕΙΡΩΤΗΣ	[1378, 614, 1448, 629]
finance-row	[106, 673, 325, 685]
kyllini-subtitle: ΥΠΑΣΤΥΝΟΜΟΣ ΚΑΙ ΔΗΜΑΡΧΟΣ ΑΛΛΗΛΟΥΒΡΙΖΟΜΕΝΟΙ	[600, 918, 789, 947]
therapy-doctor: Κ. Ν. ΦΟΡΤΟΥΝΑ	[1123, 1137, 1224, 1152]
divider	[106, 1144, 325, 1145]
sweets-body: Ἐπειδὴ τινες κακόβουλοι, βλέποντες τὴν αὐξουσαν κατανάλωσιν τῶν λουκουμίων μας, ἐξέδωκαν παρόμοια λουκούμια τὰ ὁποῖα πωλοῦσι δῆθεν ὡς ἡμέτερα. Δηλοῦμεν ὅτι τὰ ἀληθῆ λουκούμια μας πωλοῦνται μόνον ἐν τῷ καταστήματι μας. Δ. καὶ Γ. Ζουμπουλάκης (ἐν Σύρῳ)	[1303, 1121, 1522, 1235]
exam-title: ΑΙ ΕΞΕΤΑΣΕΙΣ ΤΟΥ ΓΥΜΝΑΣΙΟΥ ΠΥΡΓΟΥ	[843, 337, 1025, 364]
fer-bravais-tag: Ἀναιμίᾳ, Χλωρώσει	[1357, 1002, 1468, 1017]
heads-body: Μόνον διὰ τῆς Πιτσοπούλου ἐγγυᾶται ὅτι θεραπεύει τὰς κεφαλαλγίας καὶ πάσαν δυσπεψίαν. Πωλεῖται εἰς τὰ φαρμακεῖα.	[1303, 1237, 1522, 1285]
therapy-title-2: ΕΙΔΙΚΟΝ	[1099, 1057, 1247, 1096]
finance-cell: Σιδ. Α.Π. 354.—	[249, 390, 324, 403]
bandit-subtitle-2: ΣΥΓΚΙΝΗΣΙΣ ΕΙΣ ΤΗΝ ΗΛΕΙΑΝ	[610, 288, 779, 303]
finance-cell: Παγ.	[108, 534, 130, 547]
peace-title-2: Η ΕΙΡΗΝΗ	[1088, 275, 1259, 314]
pino-body: Θεραπεία τῶν νευρικῶν νοσημάτων καὶ ρευματισμῶν	[832, 1395, 1036, 1422]
divider	[346, 684, 564, 685]
finance-cell: 60 λ. 681.—	[185, 456, 230, 481]
finance-row	[106, 457, 325, 481]
peace-section	[1064, 248, 1282, 502]
finance-cell: Δημ.Ἀγρ.Ἑλ. 51.—	[236, 462, 324, 475]
kyllini-footer: Μὴ χειρότερα!	[654, 1147, 736, 1161]
border-body: ΛΑΡΙΣΑ, 10 Ἀπριλίου. — Ὁ Τοῦρκος ὑπολοχαγὸς Χασὰν Ἀγὰς εἰς τὸ χωρίον Δερελί, ἐκτύπησεν ἀνηλεῶς τὸν Ἕλληνα Μακεδόνα, προσαγόμενον ἐπὶ τῇ κατηγορίᾳ ὅτι δὲν ὑπετάχθη εἰς τὰς διαταγάς του. Ἡ ἐπίθεσις ἐγένετο δι' ἐλάχιστον λόγον. Ἐνεργοῦνται ἀνακρίσεις, ὁ δὲ ὑπολοχαγὸς ἀνεκλήθη.	[585, 749, 804, 879]
bandit-title-2: ΕΚΔΙΚΗΣΙΣ ΛΗΣΤΟΥ	[589, 230, 800, 256]
finance-cell: Μετ. Τραπεζῶν	[108, 600, 153, 625]
finance-row	[106, 625, 325, 637]
fire-title: ΟΙ ΠΥΡΟΣΒΕΣΤΑΙ ΕΝ ΠΑΤΡΑΙΣ	[608, 1448, 782, 1463]
finance-cell: Γαλ. ὄψεως 164 1/2	[235, 648, 324, 661]
museum-title-2: ΧΡΙΣΤΙΑΝΙΚΟΥ ΜΟΥΣΕΙΟΥ	[141, 951, 291, 966]
